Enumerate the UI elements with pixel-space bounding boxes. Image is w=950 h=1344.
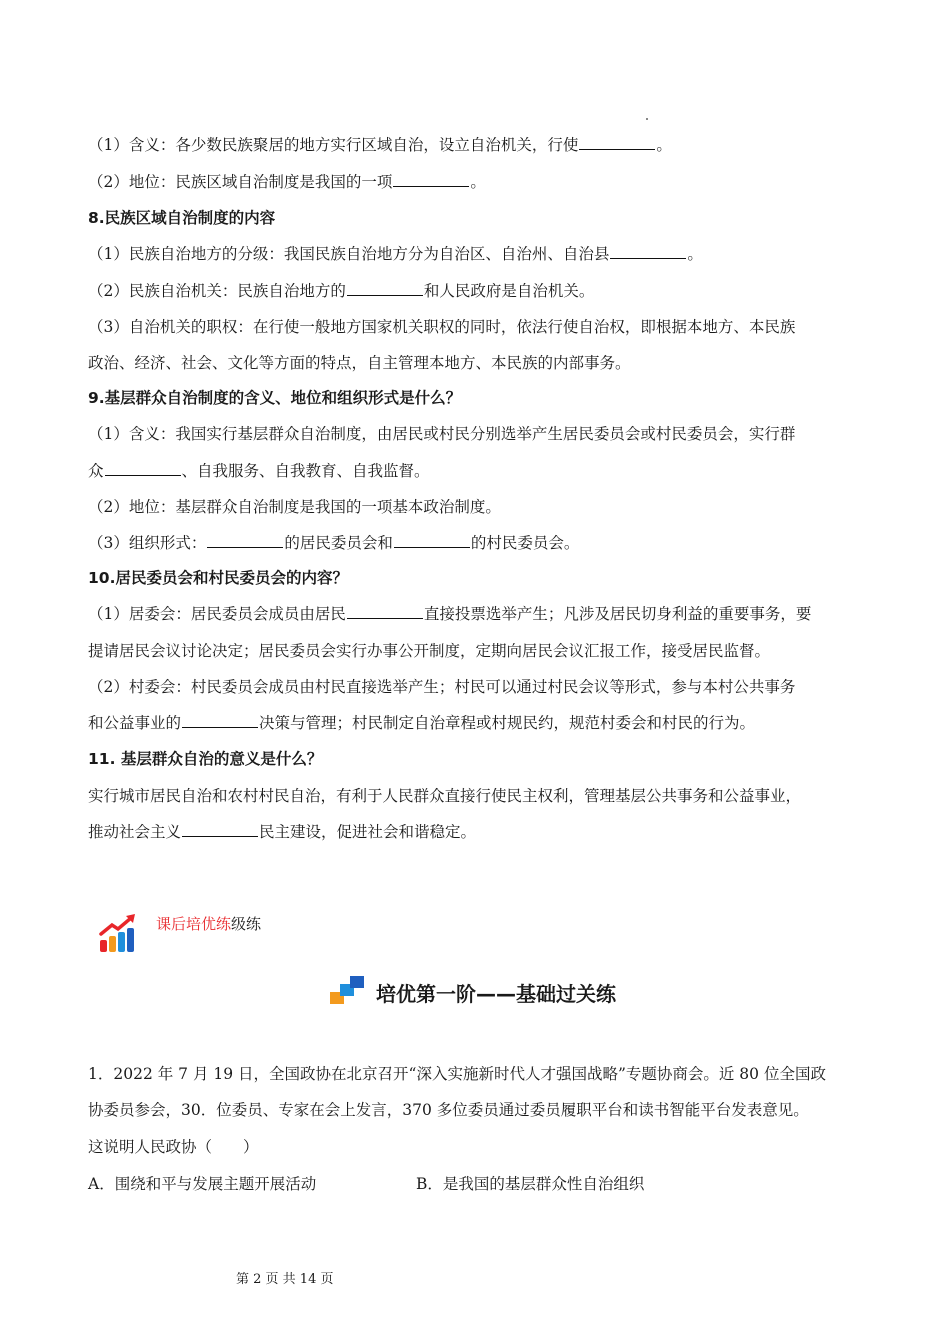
text-line: 推动社会主义 民主建设，促进社会和谐稳定。 <box>88 823 477 841</box>
text-line: 实行城市居民自治和农村村民自治，有利于人民群众直接行使民主权利，管理基层公共事务和公益事业， <box>88 787 802 805</box>
option-b[interactable]: B．是我国的基层群众性自治组织 <box>416 1175 645 1193</box>
fill-blank[interactable] <box>579 135 655 150</box>
text-line: （2）民族自治机关：民族自治地方的 和人民政府是自治机关。 <box>88 282 595 300</box>
fill-blank[interactable] <box>393 172 469 187</box>
text-line: （2）村委会：村民委员会成员由村民直接选举产生；村民可以通过村民会议等形式，参与本村公共事务 <box>88 678 796 696</box>
heading-8: 8.民族区域自治制度的内容 <box>88 209 276 227</box>
heading-9: 9.基层群众自治制度的含义、地位和组织形式是什么？ <box>88 389 462 407</box>
fill-blank[interactable] <box>394 533 470 548</box>
fill-blank[interactable] <box>182 822 258 837</box>
text-line: （3）自治机关的职权：在行使一般地方国家机关职权的同时，依法行使自治权，即根据本地方、本民族 <box>88 318 796 336</box>
chart-growth-icon <box>98 912 142 954</box>
option-a[interactable]: A．围绕和平与发展主题开展活动 <box>88 1175 317 1193</box>
question-line: 协委员参会，30．位委员、专家在会上发言，370 多位委员通过委员履职平台和读书智能平台发表意见。 <box>88 1101 809 1119</box>
fill-blank[interactable] <box>610 244 686 259</box>
text-line: （3）组织形式： 的居民委员会和 的村民委员会。 <box>88 534 580 552</box>
fill-blank[interactable] <box>207 533 283 548</box>
text-line: （1）含义：我国实行基层群众自治制度，由居民或村民分别选举产生居民委员会或村民委员会，实行群 <box>88 425 796 443</box>
fill-blank[interactable] <box>347 281 423 296</box>
text-line: 政治、经济、社会、文化等方面的特点，自主管理本地方、本民族的内部事务。 <box>88 354 631 372</box>
heading-11: 11. 基层群众自治的意义是什么？ <box>88 750 323 768</box>
answer-options <box>88 1173 644 1195</box>
fill-blank[interactable] <box>105 461 181 476</box>
text-line: （1）居委会：居民委员会成员由居民 直接投票选举产生；凡涉及居民切身利益的重要事务，要 <box>88 605 812 623</box>
steps-icon <box>328 974 366 1010</box>
section-title <box>328 974 616 1010</box>
banner-title: 课后培优练级练 <box>156 915 262 933</box>
heading-10: 10.居民委员会和村民委员会的内容？ <box>88 569 348 587</box>
text-line: 众 、自我服务、自我教育、自我监督。 <box>88 462 430 480</box>
fill-blank[interactable] <box>347 604 423 619</box>
text-line: （1）民族自治地方的分级：我国民族自治地方分为自治区、自治州、自治县 。 <box>88 245 703 263</box>
fill-blank[interactable] <box>182 713 258 728</box>
text-line: 提请居民会议讨论决定；居民委员会实行办事公开制度，定期向居民会议汇报工作，接受居民监督。 <box>88 642 771 660</box>
question-line: 1．2022 年 7 月 19 日，全国政协在北京召开“深入实施新时代人才强国战略”专题协商会。近 80 位全国政 <box>88 1065 826 1083</box>
question-line: 这说明人民政协（ ） <box>88 1138 259 1156</box>
practice-banner <box>98 912 261 954</box>
section-heading: 培优第一阶——基础过关练 <box>376 981 616 1006</box>
text-line: 和公益事业的 决策与管理；村民制定自治章程或村规民约，规范村委会和村民的行为。 <box>88 714 756 732</box>
text-line: （1）含义：各少数民族聚居的地方实行区域自治，设立自治机关，行使 。 <box>88 136 672 154</box>
stray-dot <box>646 118 648 120</box>
page-footer: 第 2 页 共 14 页 <box>236 1272 334 1287</box>
text-line: （2）地位：民族区域自治制度是我国的一项 。 <box>88 173 486 191</box>
text-line: （2）地位：基层群众自治制度是我国的一项基本政治制度。 <box>88 498 501 516</box>
